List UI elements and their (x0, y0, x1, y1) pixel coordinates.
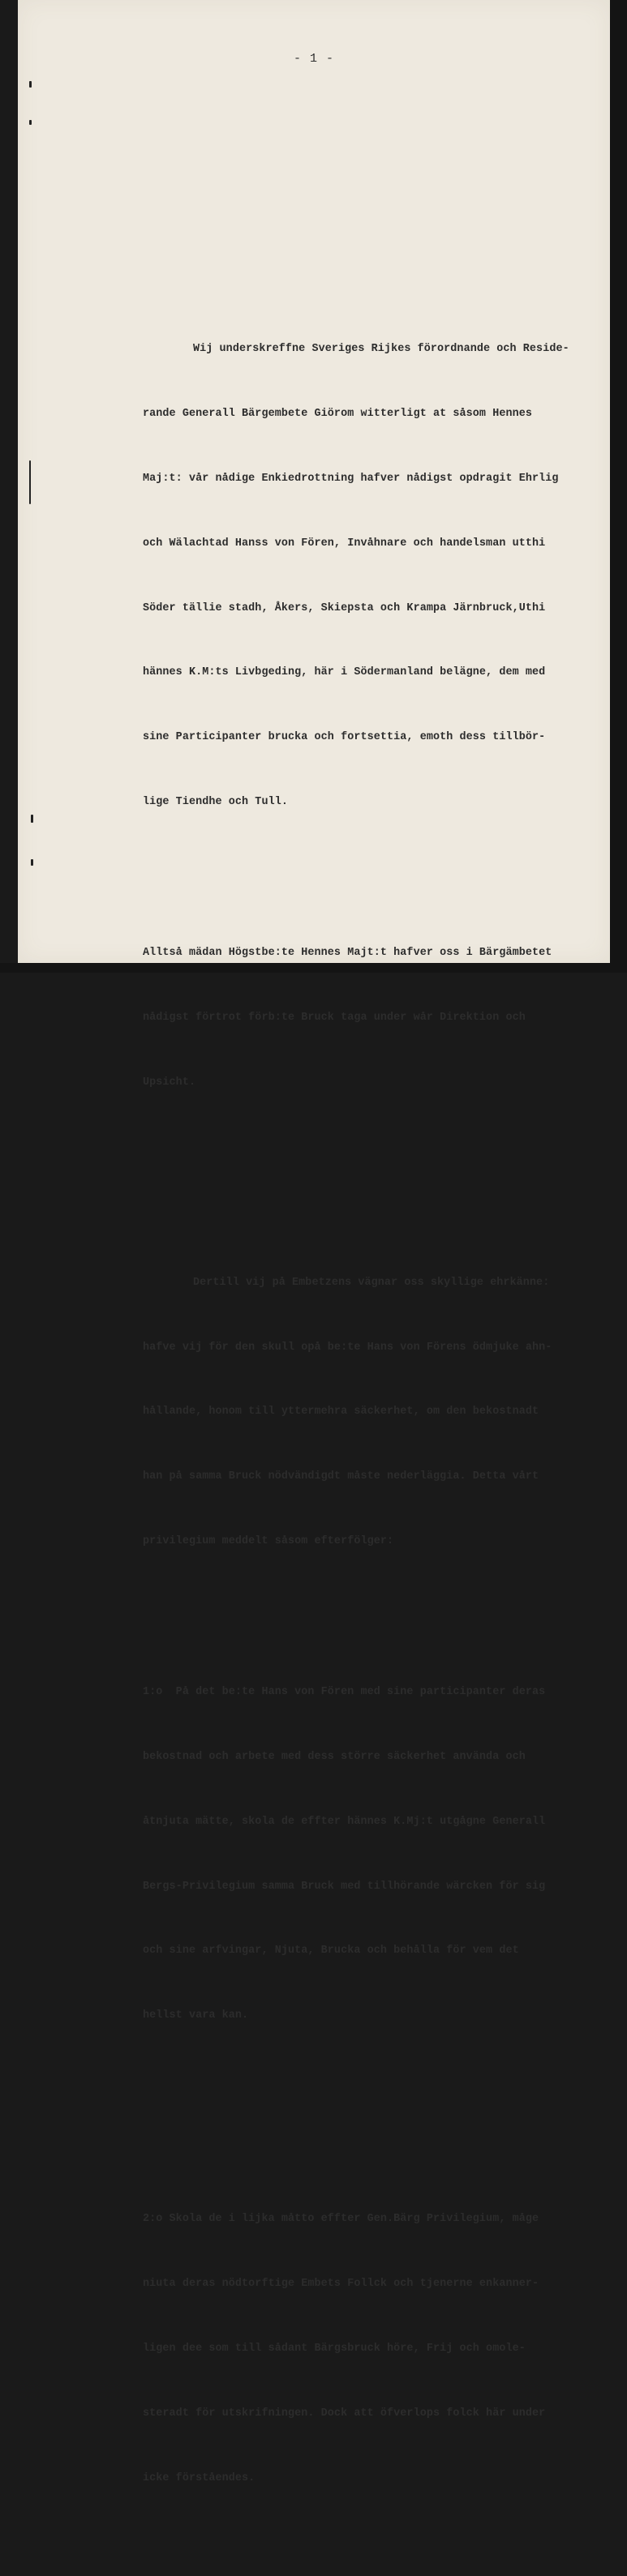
binding-mark (31, 859, 33, 866)
text-line: Söder tällie stadh, Åkers, Skiepsta och Krampa Järnbruck,Uthi (143, 601, 546, 614)
text-line: nådigst förtrot förb:te Bruck taga under wår Direktion och (143, 1011, 526, 1024)
paragraph (143, 1230, 581, 1596)
text-line: rande Generall Bärgembete Giörom witterligt at såsom Hennes (143, 408, 533, 421)
text-line: ligen dee som till sådant Bärgsbruck höre, Frij och omole- (143, 2343, 526, 2355)
text-line: 2:o Skola de i lijka måtto effter Gen.Bärg Privilegium, måge (143, 2213, 539, 2226)
text-line: han på samma Bruck nödvändigdt måste nederläggia. Detta vårt (143, 1470, 539, 1483)
binding-mark (29, 120, 32, 125)
text-line: icke förståendes. (143, 2471, 256, 2484)
text-line: hännes K.M:ts Livbgeding, här i Södermanland belägne, dem med (143, 666, 546, 679)
text-line: Bergs-Privilegium samma Bruck med tillhörande wärcken för sig (143, 1880, 546, 1893)
text-line: Upsicht. (143, 1076, 196, 1089)
text-line: sine Participanter brucka och fortsettia, emoth dess tillbör- (143, 731, 546, 744)
paragraph (143, 2166, 581, 2532)
paragraph-gap (143, 1180, 581, 1187)
binding-mark (29, 81, 32, 88)
text-line: 1:o På det be:te Hans von Fören med sine participanter deras (143, 1686, 546, 1699)
scan-border-right (610, 0, 627, 973)
document-body (143, 253, 581, 2576)
paragraph (143, 1639, 581, 2070)
text-line: hållande, honom till yttermehra säckerhet, om den bekostnadt (143, 1406, 539, 1419)
text-line: steradt för utskrifningen. Dock att öfverlops folck här under (143, 2407, 546, 2420)
text-line: hafve vij för den skull opå be:te Hans von Förens ödmjuke ahn- (143, 1341, 552, 1354)
page-number: - 1 - (293, 52, 334, 66)
scan-border-bottom (0, 963, 627, 973)
paragraph (143, 296, 581, 856)
text-line: hellst vara kan. (143, 2009, 249, 2022)
text-line: niuta deras nödtorftige Embets Follck och tjenerne enkanner- (143, 2278, 539, 2291)
text-line: och sine arfvingar, Njuta, Brucka och behålla för vem det (143, 1945, 519, 1958)
binding-mark (31, 815, 33, 823)
document-page (18, 0, 610, 2484)
text-line: Wij underskreffne Sveriges Rijkes förordnande och Reside- (193, 343, 569, 356)
text-line: åtnjuta mätte, skola de effter hännes K.Mj:t utgågne Generall (143, 1815, 546, 1828)
text-line: privilegium meddelt såsom efterfölger: (143, 1535, 394, 1548)
binding-mark (29, 460, 31, 504)
text-line: och Wälachtad Hanss von Fören, Invåhnare och handelsman utthi (143, 537, 546, 550)
text-line: bekostnad och arbete med dess större säckerhet använda och (143, 1750, 526, 1763)
text-line: Alltså mädan Högstbe:te Hennes Majt:t hafver oss i Bärgämbetet (143, 947, 552, 959)
paragraph-gap (143, 2113, 581, 2123)
text-line: Maj:t: vår nådige Enkiedrottning hafver nådigst opdragit Ehrlig (143, 472, 559, 485)
text-line: lige Tiendhe och Tull. (143, 795, 288, 808)
text-line: Dertill vij på Embetzens vägnar oss skyllige ehrkänne: (193, 1276, 550, 1289)
paragraph (143, 900, 581, 1137)
